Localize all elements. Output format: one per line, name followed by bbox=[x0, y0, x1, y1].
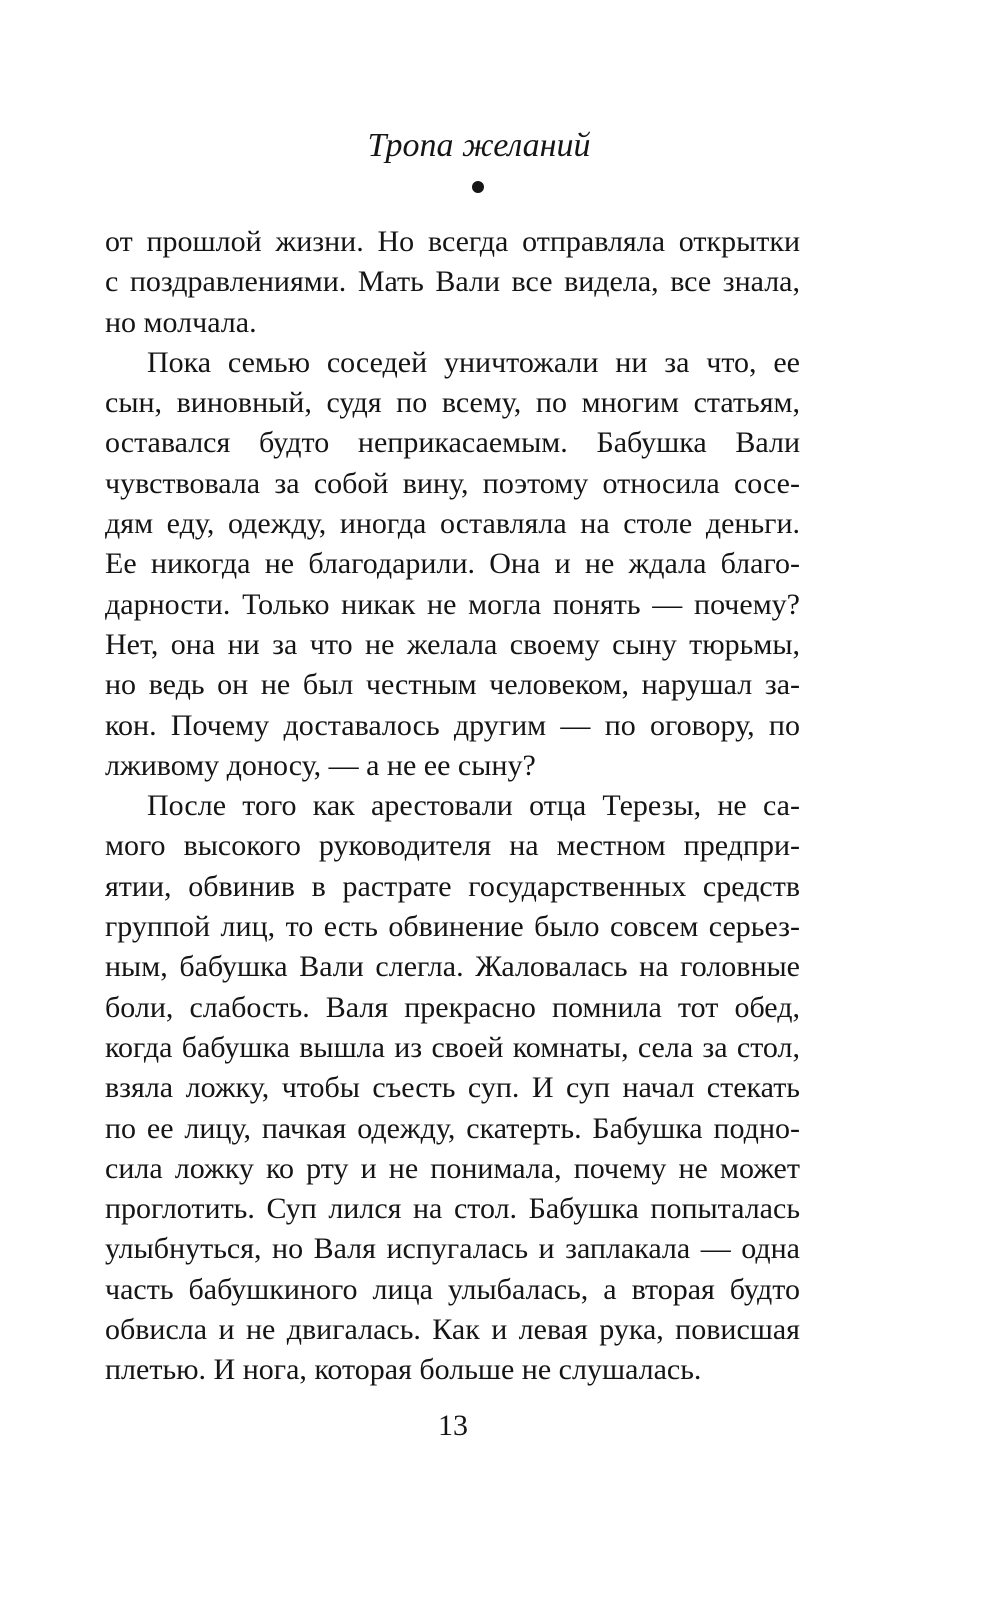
text-line: плетью. И нога, которая больше не слушалась. bbox=[105, 1353, 702, 1387]
text-line: Нет, она ни за что не желала своему сыну тюрьмы, bbox=[105, 627, 800, 661]
text-line: взяла ложку, чтобы съесть суп. И суп начал стекать bbox=[105, 1071, 800, 1105]
text-line: сила ложку ко рту и не понимала, почему не может bbox=[105, 1151, 800, 1185]
text-line: по ее лицу, пачкая одежду, скатерть. Бабушка подно- bbox=[105, 1111, 800, 1145]
running-head: Тропа желаний bbox=[367, 127, 591, 164]
text-line: дям еду, одежду, иногда оставляла на столе деньги. bbox=[105, 507, 800, 541]
text-line: чувствовала за собой вину, поэтому относила сосе- bbox=[105, 466, 800, 500]
text-line: ятии, обвинив в растрате государственных средств bbox=[105, 869, 800, 903]
text-line: боли, слабость. Валя прекрасно помнила тот обед, bbox=[105, 990, 800, 1024]
text-line: но ведь он не был честным человеком, нарушал за- bbox=[105, 668, 800, 702]
text-line: Пока семью соседей уничтожали ни за что, ее bbox=[147, 345, 800, 379]
text-line: оставался будто неприкасаемым. Бабушка Вали bbox=[105, 426, 800, 460]
text-line: улыбнуться, но Валя испугалась и заплакала — одна bbox=[105, 1232, 800, 1266]
text-line: часть бабушкиного лица улыбалась, а вторая будто bbox=[105, 1272, 800, 1306]
body-text bbox=[105, 222, 800, 1391]
text-line: от прошлой жизни. Но всегда отправляла открытки bbox=[105, 225, 800, 258]
text-line: когда бабушка вышла из своей комнаты, села за стол, bbox=[105, 1030, 800, 1064]
text-line: ным, бабушка Вали слегла. Жаловалась на головные bbox=[105, 950, 800, 984]
text-line: сын, виновный, судя по всему, по многим статьям, bbox=[105, 386, 800, 420]
page-number: 13 bbox=[438, 1409, 468, 1442]
text-line: но молчала. bbox=[105, 305, 257, 339]
text-line: мого высокого руководителя на местном предпри- bbox=[105, 829, 800, 863]
text-line: с поздравлениями. Мать Вали все видела, все знала, bbox=[105, 265, 800, 299]
text-line: группой лиц, то есть обвинение было совсем серьез- bbox=[105, 910, 800, 944]
text-line: обвисла и не двигалась. Как и левая рука, повисшая bbox=[105, 1313, 800, 1347]
ornament-dot bbox=[472, 181, 484, 193]
text-line: проглотить. Суп лился на стол. Бабушка попыталась bbox=[105, 1192, 800, 1226]
text-line: кон. Почему доставалось другим — по оговору, по bbox=[105, 708, 800, 742]
text-line: дарности. Только никак не могла понять — почему? bbox=[105, 587, 800, 621]
text-line: После того как арестовали отца Терезы, не са- bbox=[147, 789, 800, 823]
text-line: Ее никогда не благодарили. Она и не ждала благо- bbox=[105, 547, 800, 581]
text-line: лживому доносу, — а не ее сыну? bbox=[105, 748, 536, 782]
